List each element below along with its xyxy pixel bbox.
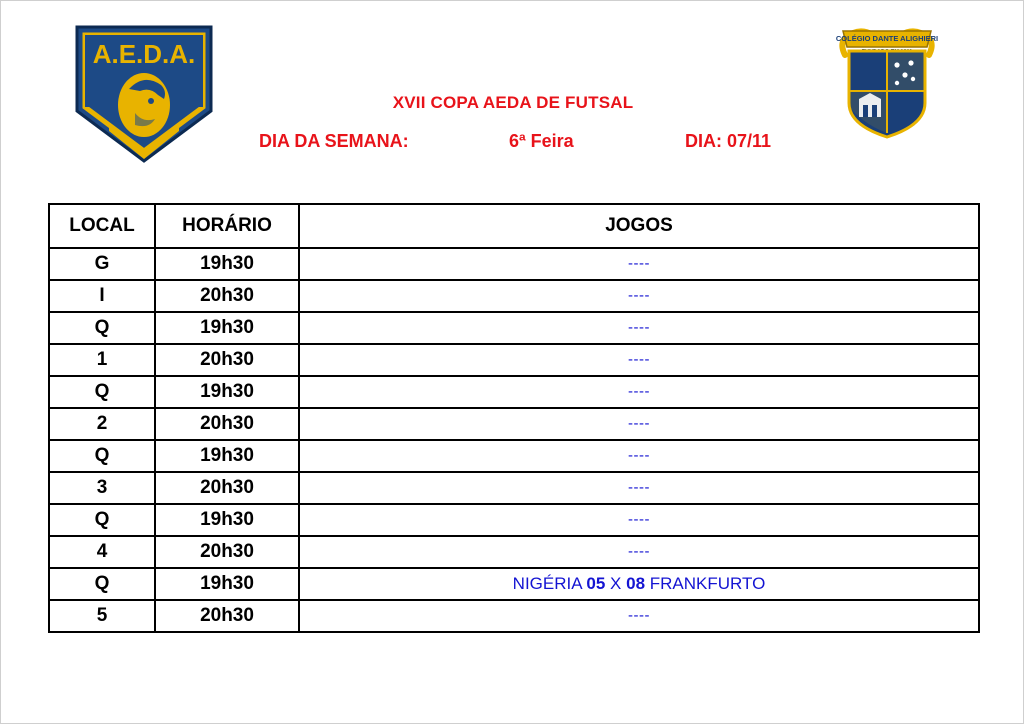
away-team: FRANKFURTO: [649, 574, 766, 593]
game-value: ----: [299, 312, 979, 344]
game-value: ----: [299, 504, 979, 536]
game-value: ----: [299, 408, 979, 440]
event-subtitle: [1, 131, 1024, 157]
game-value: ----: [299, 344, 979, 376]
game-value: ----: [299, 600, 979, 632]
date-label: DIA: 07/11: [685, 131, 772, 151]
table-row: [49, 472, 979, 504]
local-value: Q: [49, 504, 155, 536]
game-value: ----: [299, 248, 979, 280]
local-value: 3: [49, 472, 155, 504]
local-value: Q: [49, 376, 155, 408]
table-row: [49, 408, 979, 440]
table-row: [49, 504, 979, 536]
weekday-label: DIA DA SEMANA:: [259, 131, 409, 151]
game-value: ----: [299, 536, 979, 568]
table-row: [49, 536, 979, 568]
table-row: [49, 376, 979, 408]
local-value: 1: [49, 344, 155, 376]
game-value: ----: [299, 376, 979, 408]
schedule-table: [48, 203, 980, 633]
time-value: 19h30: [155, 504, 299, 536]
svg-text:COLÉGIO DANTE ALIGHIERI: COLÉGIO DANTE ALIGHIERI: [835, 34, 939, 43]
time-value: 20h30: [155, 472, 299, 504]
table-row: [49, 280, 979, 312]
local-value: I: [49, 280, 155, 312]
colegio-dante-alighieri-logo: [835, 21, 939, 143]
local-value: 2: [49, 408, 155, 440]
time-value: 19h30: [155, 440, 299, 472]
local-value: Q: [49, 440, 155, 472]
time-value: 20h30: [155, 600, 299, 632]
column-header-jogos: JOGOS: [299, 204, 979, 248]
time-value: 19h30: [155, 248, 299, 280]
game-result: [299, 568, 979, 600]
table-row: [49, 440, 979, 472]
game-value: ----: [299, 280, 979, 312]
time-value: 19h30: [155, 312, 299, 344]
table-row: [49, 344, 979, 376]
column-header-local: LOCAL: [49, 204, 155, 248]
game-value: ----: [299, 472, 979, 504]
local-value: 4: [49, 536, 155, 568]
svg-text:A.E.D.A.: A.E.D.A.: [92, 39, 196, 69]
home-score: 05: [586, 574, 606, 593]
page-title: XVII COPA AEDA DE FUTSAL: [392, 93, 634, 112]
table-header-row: [49, 204, 979, 248]
game-value: ----: [299, 440, 979, 472]
time-value: 20h30: [155, 280, 299, 312]
weekday-value: 6ª Feira: [509, 131, 574, 151]
score-separator: X: [610, 574, 622, 593]
time-value: 20h30: [155, 344, 299, 376]
local-value: 5: [49, 600, 155, 632]
time-value: 19h30: [155, 376, 299, 408]
home-team: NIGÉRIA: [512, 574, 582, 593]
time-value: 20h30: [155, 536, 299, 568]
local-value: G: [49, 248, 155, 280]
table-row: [49, 600, 979, 632]
time-value: 19h30: [155, 568, 299, 600]
table-row: [49, 248, 979, 280]
time-value: 20h30: [155, 408, 299, 440]
column-header-horario: HORÁRIO: [155, 204, 299, 248]
table-row: [49, 568, 979, 600]
local-value: Q: [49, 568, 155, 600]
table-row: [49, 312, 979, 344]
local-value: Q: [49, 312, 155, 344]
away-score: 08: [626, 574, 646, 593]
